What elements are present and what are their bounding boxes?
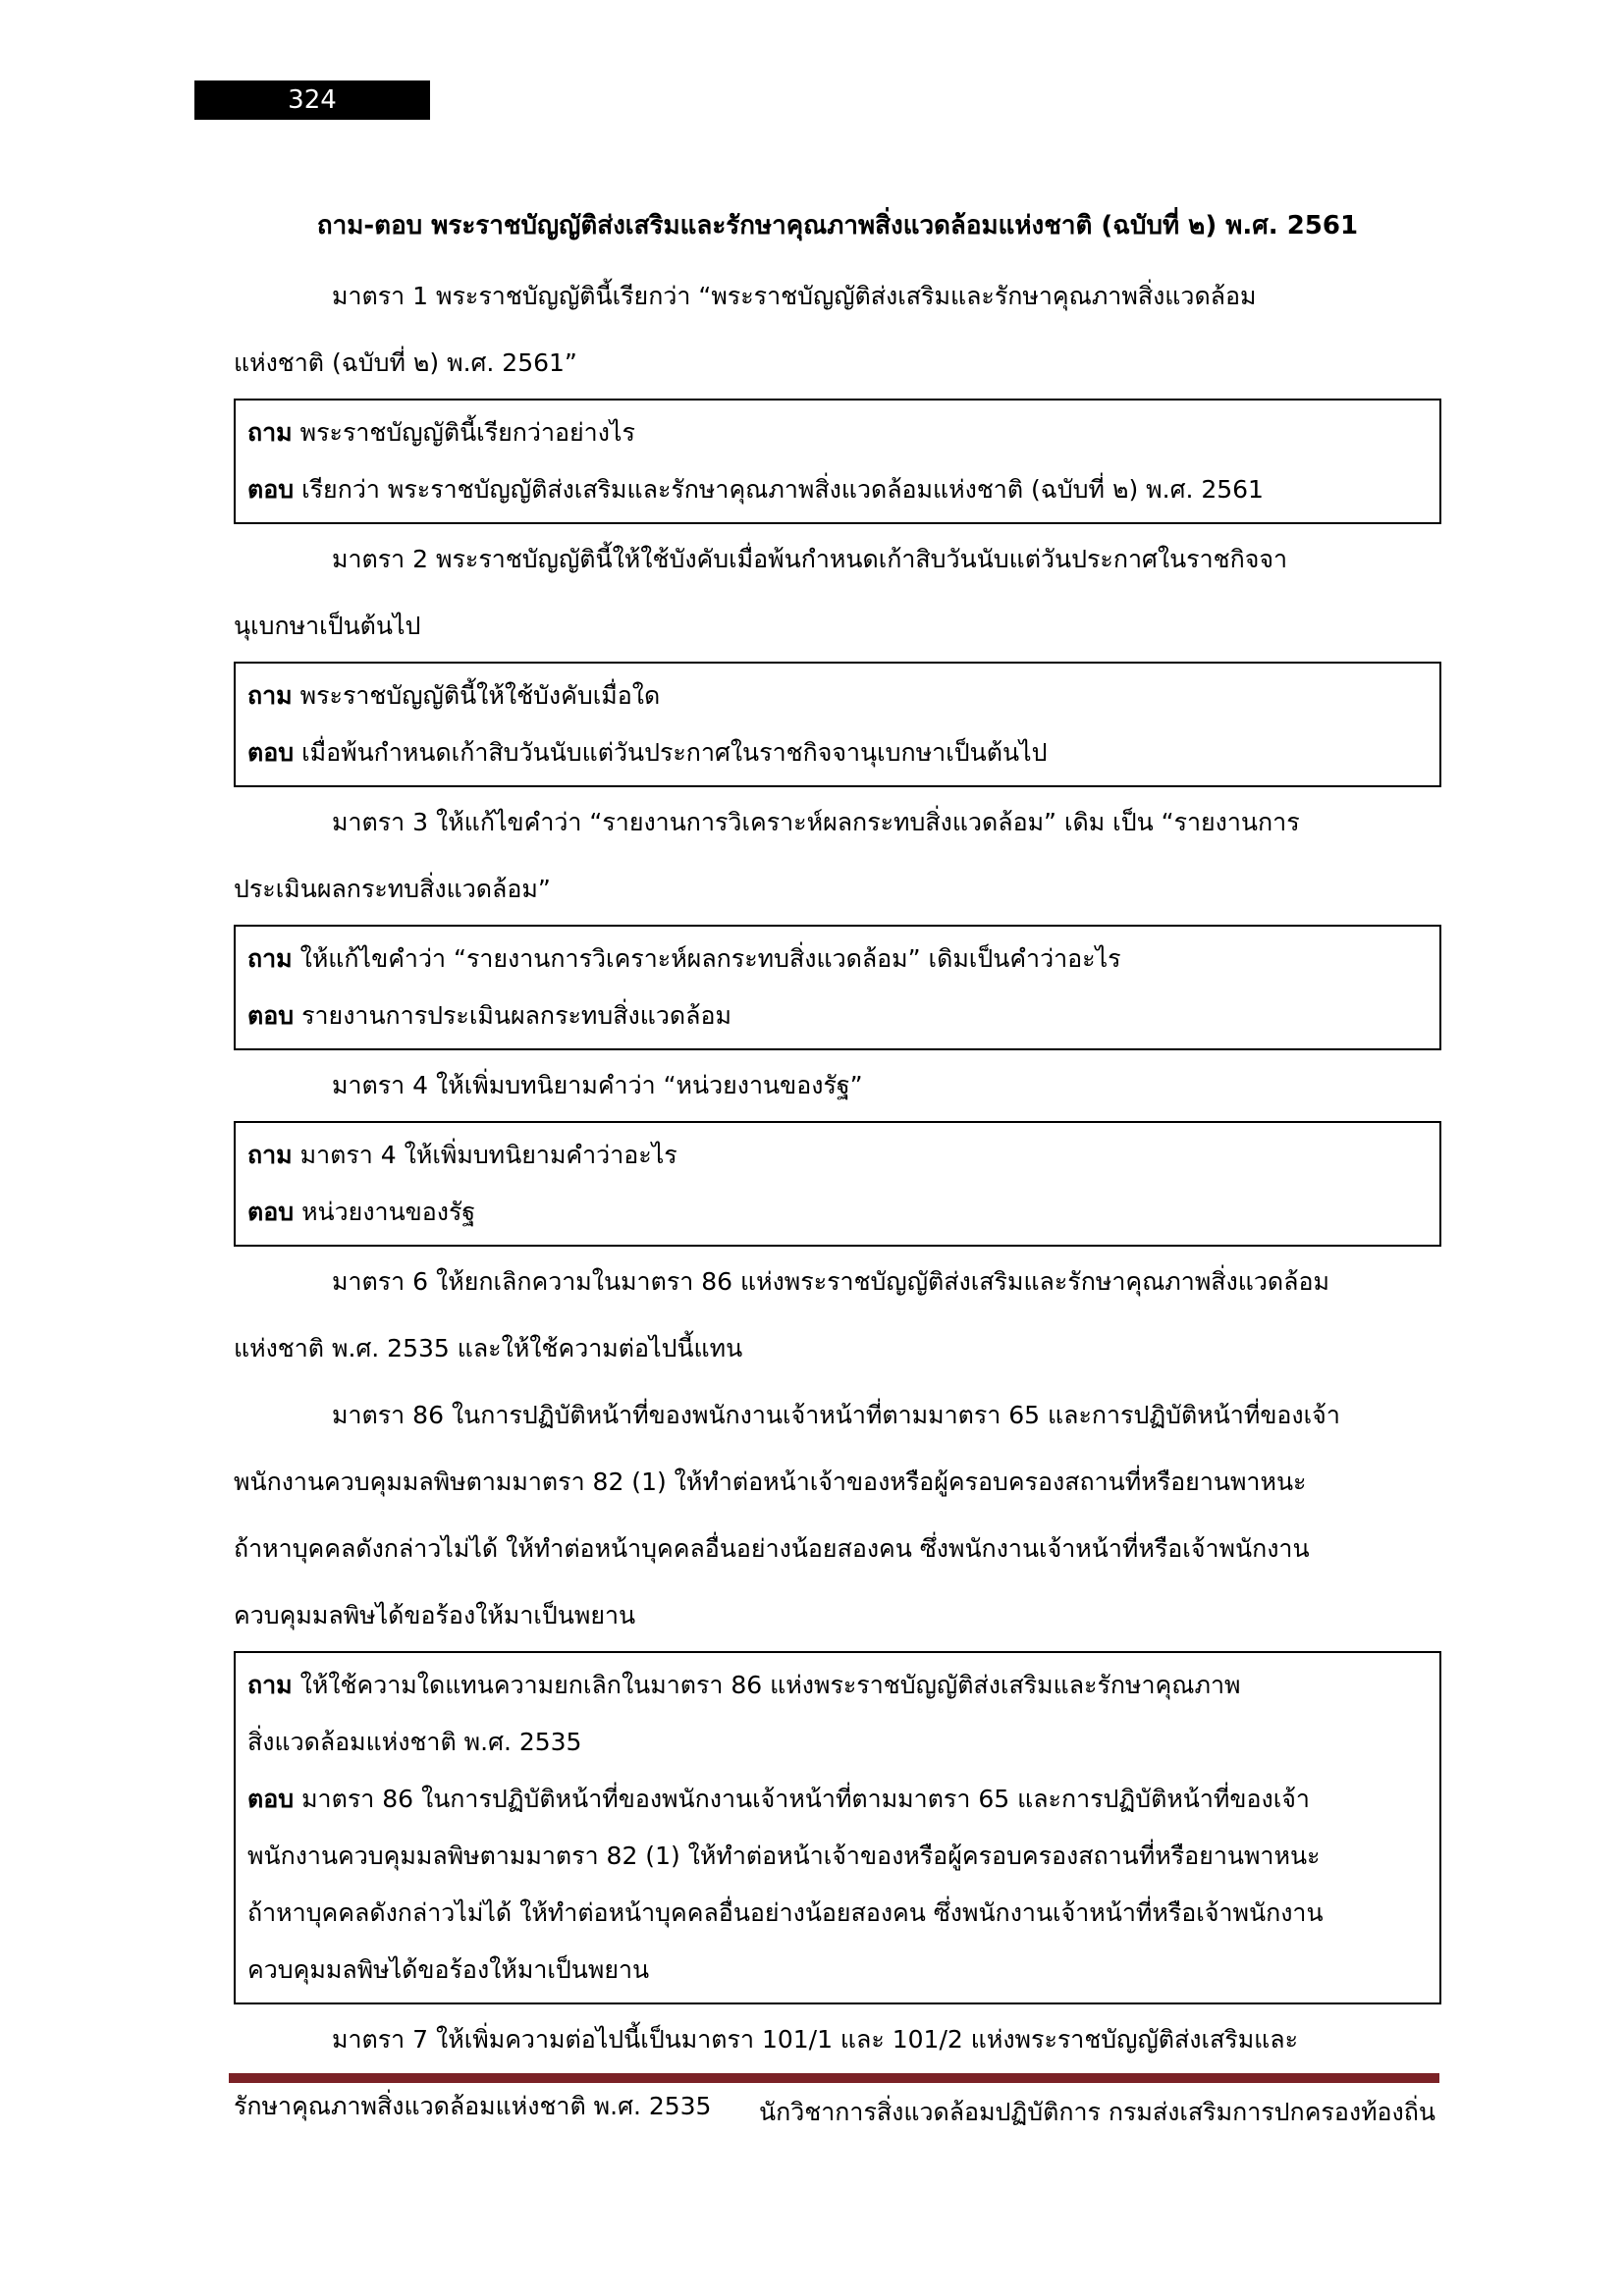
paragraph-line: มาตรา 86 ในการปฏิบัติหน้าที่ของพนักงานเจ้าหน้าที่ตามมาตรา 65 และการปฏิบัติหน้าที่ของเจ้า	[332, 1401, 1340, 1429]
qa-box-1	[234, 399, 1441, 524]
section-4	[234, 1052, 1441, 1119]
qa-box-3	[234, 925, 1441, 1050]
question-label: ถาม	[247, 944, 293, 973]
paragraph-line: ประเมินผลกระทบสิ่งแวดล้อม”	[234, 875, 551, 903]
question	[247, 667, 1428, 724]
answer-label: ตอบ	[247, 1785, 295, 1813]
answer-continued: ถ้าหาบุคคลดังกล่าวไม่ได้ ให้ทำต่อหน้าบุคคลอื่นอย่างน้อยสองคน ซึ่งพนักงานเจ้าหน้าที่หรือเจ้าพนักงาน	[247, 1898, 1324, 1927]
question-text: ให้ใช้ความใดแทนความยกเลิกในมาตรา 86 แห่งพระราชบัญญัติส่งเสริมและรักษาคุณภาพ	[299, 1671, 1241, 1699]
answer	[247, 1771, 1428, 1828]
answer-label: ตอบ	[247, 475, 295, 504]
question-label: ถาม	[247, 681, 293, 710]
section-3	[234, 789, 1441, 923]
page-number: 324	[194, 80, 430, 120]
question-label: ถาม	[247, 1141, 293, 1169]
answer-continued: พนักงานควบคุมมลพิษตามมาตรา 82 (1) ให้ทำต่อหน้าเจ้าของหรือผู้ครอบครองสถานที่หรือยานพาหนะ	[247, 1842, 1321, 1870]
paragraph-line: นุเบกษาเป็นต้นไป	[234, 612, 421, 640]
question-text: ให้แก้ไขคำว่า “รายงานการวิเคราะห์ผลกระทบสิ่งแวดล้อม” เดิมเป็นคำว่าอะไร	[299, 944, 1121, 973]
paragraph-line: ควบคุมมลพิษได้ขอร้องให้มาเป็นพยาน	[234, 1601, 636, 1629]
question-text: พระราชบัญญัตินี้ให้ใช้บังคับเมื่อใด	[299, 681, 661, 710]
paragraph-line: แห่งชาติ (ฉบับที่ ๒) พ.ศ. 2561”	[234, 348, 577, 377]
paragraph-line: พนักงานควบคุมมลพิษตามมาตรา 82 (1) ให้ทำต่อหน้าเจ้าของหรือผู้ครอบครองสถานที่หรือยานพาหนะ	[234, 1468, 1307, 1496]
question-text: พระราชบัญญัตินี้เรียกว่าอย่างไร	[299, 418, 635, 447]
question-label: ถาม	[247, 1671, 293, 1699]
answer-label: ตอบ	[247, 1001, 295, 1030]
document-body	[234, 204, 1441, 2140]
page-title: ถาม-ตอบ พระราชบัญญัติส่งเสริมและรักษาคุณภาพสิ่งแวดล้อมแห่งชาติ (ฉบับที่ ๒) พ.ศ. 2561	[316, 211, 1359, 240]
footer-text: นักวิชาการสิ่งแวดล้อมปฏิบัติการ กรมส่งเสริมการปกครองท้องถิ่น	[759, 2098, 1435, 2126]
paragraph-line: ถ้าหาบุคคลดังกล่าวไม่ได้ ให้ทำต่อหน้าบุคคลอื่นอย่างน้อยสองคน ซึ่งพนักงานเจ้าหน้าที่หรือเจ้าพนักงาน	[234, 1534, 1310, 1563]
question	[247, 1127, 1428, 1184]
answer-label: ตอบ	[247, 738, 295, 767]
paragraph-line: มาตรา 6 ให้ยกเลิกความในมาตรา 86 แห่งพระราชบัญญัติส่งเสริมและรักษาคุณภาพสิ่งแวดล้อม	[332, 1267, 1329, 1296]
qa-box-5	[234, 1651, 1441, 2004]
answer-text: รายงานการประเมินผลกระทบสิ่งแวดล้อม	[301, 1001, 731, 1030]
answer-text: เมื่อพ้นกำหนดเก้าสิบวันนับแต่วันประกาศในราชกิจจานุเบกษาเป็นต้นไป	[301, 738, 1048, 767]
section-86	[234, 1382, 1441, 1649]
answer-continued: ควบคุมมลพิษได้ขอร้องให้มาเป็นพยาน	[247, 1955, 650, 1984]
answer-text: หน่วยงานของรัฐ	[301, 1198, 476, 1226]
section-6	[234, 1249, 1441, 1382]
paragraph-line: มาตรา 3 ให้แก้ไขคำว่า “รายงานการวิเคราะห์ผลกระทบสิ่งแวดล้อม” เดิม เป็น “รายงานการ	[332, 808, 1300, 836]
paragraph-line: มาตรา 7 ให้เพิ่มความต่อไปนี้เป็นมาตรา 101/1 และ 101/2 แห่งพระราชบัญญัติส่งเสริมและ	[332, 2025, 1299, 2054]
answer	[247, 724, 1428, 781]
paragraph-line: รักษาคุณภาพสิ่งแวดล้อมแห่งชาติ พ.ศ. 2535	[234, 2092, 712, 2120]
answer	[247, 1184, 1428, 1241]
paragraph-line: แห่งชาติ พ.ศ. 2535 และให้ใช้ความต่อไปนี้แทน	[234, 1334, 743, 1362]
question-continued: สิ่งแวดล้อมแห่งชาติ พ.ศ. 2535	[247, 1728, 582, 1756]
qa-box-4	[234, 1121, 1441, 1247]
answer	[247, 988, 1428, 1044]
answer-text: มาตรา 86 ในการปฏิบัติหน้าที่ของพนักงานเจ้าหน้าที่ตามมาตรา 65 และการปฏิบัติหน้าที่ของเจ้า	[301, 1785, 1310, 1813]
question	[247, 1657, 1428, 1714]
answer	[247, 461, 1428, 518]
question-label: ถาม	[247, 418, 293, 447]
section-1	[234, 263, 1441, 397]
answer-label: ตอบ	[247, 1198, 295, 1226]
qa-box-2	[234, 662, 1441, 787]
paragraph-line: มาตรา 1 พระราชบัญญัตินี้เรียกว่า “พระราชบัญญัติส่งเสริมและรักษาคุณภาพสิ่งแวดล้อม	[332, 282, 1257, 310]
footer-rule	[229, 2073, 1439, 2083]
answer-text: เรียกว่า พระราชบัญญัติส่งเสริมและรักษาคุณภาพสิ่งแวดล้อมแห่งชาติ (ฉบับที่ ๒) พ.ศ. 2561	[301, 475, 1264, 504]
question	[247, 404, 1428, 461]
section-2	[234, 526, 1441, 660]
question	[247, 931, 1428, 988]
question-text: มาตรา 4 ให้เพิ่มบทนิยามคำว่าอะไร	[299, 1141, 677, 1169]
paragraph-line: มาตรา 4 ให้เพิ่มบทนิยามคำว่า “หน่วยงานของรัฐ”	[332, 1071, 863, 1099]
paragraph-line: มาตรา 2 พระราชบัญญัตินี้ให้ใช้บังคับเมื่อพ้นกำหนดเก้าสิบวันนับแต่วันประกาศในราชกิจจา	[332, 545, 1288, 573]
